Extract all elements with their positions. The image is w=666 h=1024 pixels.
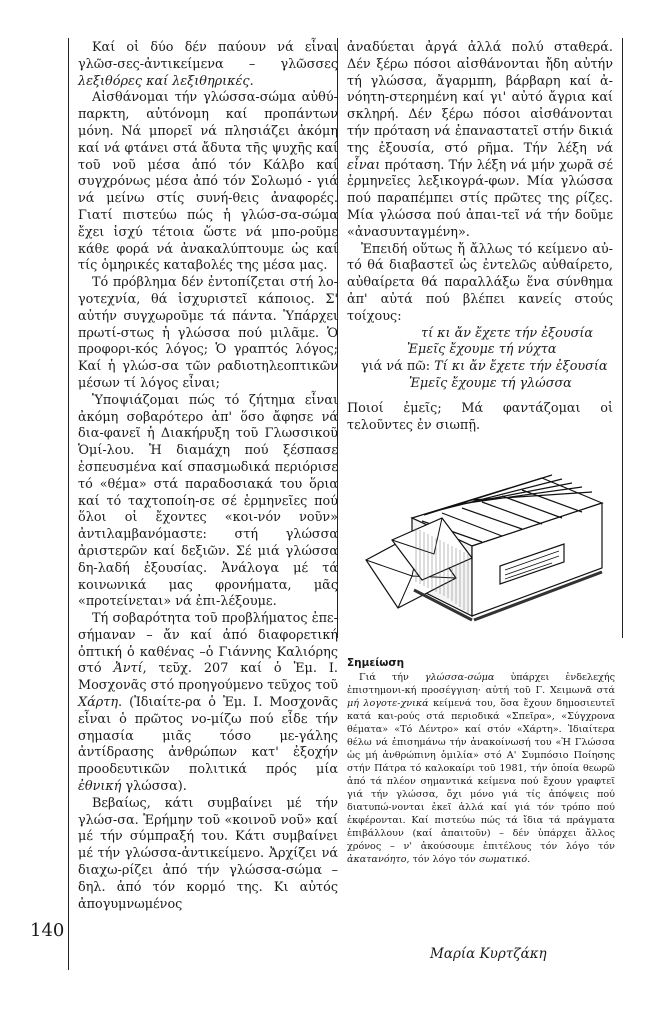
paragraph: Καί οἱ δύο δέν παύουν νά εἶναι γλῶσ-σες-ἀντικείμενα – γλῶσσες λεξιθόρες καί λεξιθηρικές.: [78, 40, 338, 89]
slogan-line: Ἐμεῖς ἔχουμε τή νύχτα: [407, 342, 557, 358]
paragraph: Βεβαίως, κάτι συμβαίνει μέ τήν γλώσ-σα. Ἐρήμην τοῦ «κοινοῦ νοῦ» καί μέ τήν σύμπραξή του. Κάτι συμβαίνει μέ τήν γλώσσα-ἀντικείμενο. Ἀρχίζει νά διαχω-ρίζει ἀπό τήν γλώσσα-σώμα – δηλ. ἀπό τόν κορμό της. Κι αὐτός ἀπογυμνωμένος: [78, 795, 338, 912]
slogan-line: γιά νά πῶ: Τί κι ἄν ἔχετε τήν ἐξουσία: [361, 359, 608, 375]
letter-box-illustration-icon: [352, 458, 607, 648]
right-margin-rule: [622, 38, 623, 638]
slogan-line: τί κι ἄν ἔχετε τήν ἐξουσία: [421, 325, 594, 341]
paragraph: Αἰσθάνομαι τήν γλώσσα-σώμα αὐθύ-παρκτη, αὐτόνομη καί προπάντων μόνη. Νά μπορεῖ νά πλησιάζει ἀκόμη καί νά φτάνει στά ἄδυτα τῆς ψυχῆς καί τοῦ νοῦ μέσα ἀπό τόν Κάλβο καί συγχρόνως μέσα ἀπό τόν Σολωμό - γιά νά μείνω στίς συνή-θεις ἀναφορές. Γιατί πιστεύω πώς ἡ γλώσ-σα-σώμα ἔχει ἰσχύ τέτοια ὥστε νά μπο-ροῦμε κάθε φορά νά ἀνακαλύπτουμε ὡς καί τίς ὁμηρικές καταβολές της μέσα μας.: [78, 90, 338, 274]
footnote-body: Γιά τήν γλώσσα-σώμα ὑπάρχει ἐνδελεχής ἐπιστημονι-κή προσέγγιση· αὐτή τοῦ Γ. Χειμωνᾶ στά μή λογοτε-χνικά κείμενά του, ὅσα ἔχουν δημοσιευτεῖ κατά και-ρούς στά περιοδικά «Σπεῖρα», «Σύγχρονα θέματα» «Τό Δέντρο» καί στόν «Χάρτη». Ἰδιαίτερα θέλω νά ἐπισημάνω τήν ἀνακοίνωσή του «Ἡ Γλώσσα ὡς μή ἀνθρώπινη ὁμιλία» στό Α' Συμπόσιο Ποίησης στήν Πάτρα τό καλοκαίρι τοῦ 1981, τήν ὁποία θεωρῶ ἀπό τά πλέον σημαντικά κείμενα πού ἔχουν γραφτεῖ γιά τήν γλώσσα, ὄχι μόνο γιά τίς ἀπόψεις πού διατυπώ-νονται ἐκεῖ ἀλλά καί γιά τόν τρόπο πού ἐκφέρονται. Καί πιστεύω πώς τά ἴδια τά πράγματα ἐπιβάλλουν (καί ἀπαιτοῦν) – δέν ὑπάρχει ἄλλος χρόνος – ν' ἀκούσουμε ἐπιτέλους τόν λόγο τόν ἀκατανόητο, τόν λόγο τόν σωματικό.: [347, 672, 615, 865]
right-column: [347, 40, 613, 434]
author-signature: Μαρία Κυρτζάκη: [430, 946, 547, 962]
paragraph: ἀναδύεται ἀργά ἀλλά πολύ σταθερά. Δέν ξέρω πόσοι αἰσθάνονται ἤδη αὐτήν τή γλώσσα, ἄγαρμπη, βάρβαρη καί ἀ-νόητη-στερημένη καί γι' αὐτό ἄγρια καί σκληρή. Δέν ξέρω πόσοι αἰσθάνονται τήν πρόταση νά ἐπαναστατεῖ στήν δικιά της ἐξουσία, στό ρῆμα. Τήν λέξη νά εἶναι πρόταση. Τήν λέξη νά μήν χωρᾶ σέ ἑρμηνεῖες λεξικογρά-φων. Μία γλώσσα πού παραπέμπει στίς πρῶτες της ρίζες. Μία γλώσσα πού ἀπαι-τεῖ νά τήν δοῦμε «ἀνασυνταγμένη».: [347, 40, 613, 240]
footnote-title: Σημείωση: [347, 657, 405, 669]
letter-box-illustration: [352, 458, 607, 648]
paragraph: Ὑποψιάζομαι πώς τό ζήτημα εἶναι ἀκόμη σοβαρότερο ἀπ' ὅσο ἄφησε νά δια-φανεῖ ἡ Διακήρυξη τοῦ Γλωσσικοῦ Ὁμί-λου. Ἡ διαμάχη πού ξέσπασε ἐσπευσμένα καί σπασμωδικά περιόρισε τό «θέμα» στά παραδοσιακά του ὅρια καί τό ταχτοποίη-σε σέ ἑρμηνεῖες πού ὅλοι οἱ ἔχοντες «κοι-νόν νοῦν» ἀντιλαμβανόμαστε: στή γλώσσα ἀριστερῶν καί δεξιῶν. Σέ μιά γλώσσα δη-λαδή ἐξουσίας. Ἀνάλογα μέ τά κοινωνικά μας φρονήματα, μᾶς «προτείνεται» νά ἐπι-λέξουμε.: [78, 392, 338, 610]
left-column: [78, 40, 338, 913]
paragraph: Ἐπειδή οὕτως ἤ ἄλλως τό κείμενο αὐ-τό θά διαβαστεῖ ὡς ἐντελῶς αὐθαίρετο, αὐθαίρετα θά παραλλάξω ἕνα σύνθημα ἀπ' αὐτά πού βλέπει κανείς στούς τοίχους:: [347, 241, 613, 324]
page-number: 140: [30, 920, 65, 941]
paragraph: Τό πρόβλημα δέν ἐντοπίζεται στή λο-γοτεχνία, θά ἰσχυριστεῖ κάποιος. Σ' αὐτήν συγχωροῦμε τά πάντα. Ὑπάρχει πρωτί-στως ἡ γλώσσα πού μιλᾶμε. Ὁ προφορι-κός λόγος; Ὁ γραπτός λόγος; Καί ἡ γλώσ-σα τῶν ραδιοτηλεοπτικῶν μέσων τί λόγος εἶναι;: [78, 275, 338, 391]
footnote-section: [347, 657, 615, 866]
paragraph: Ποιοί ἐμεῖς; Μά φαντάζομαι οἱ τελοῦντες ἐν σιωπῇ.: [347, 400, 613, 433]
left-margin-rule: [68, 38, 69, 970]
paragraph: Τή σοβαρότητα τοῦ προβλήματος ἐπε-σήμαναν – ἄν καί ἀπό διαφορετική ὀπτική ὁ καθένας –ὁ Γιάννης Καλιόρης στό Ἀντί, τεῦχ. 207 καί ὁ Ἐμ. Ι. Μοσχονᾶς στό προηγούμενο τεῦχος τοῦ Χάρτη. (Ἰδιαίτε-ρα ὁ Ἐμ. Ι. Μοσχονᾶς εἶναι ὁ πρῶτος νο-μίζω πού εἶδε τήν σημασία μιᾶς τόσο με-γάλης ἀντίδρασης ἀνθρώπων κατ' ἐξοχήν προοδευτικῶν πολιτικά πρός μία ἐθνική γλώσσα).: [78, 611, 338, 795]
slogan-line: Ἐμεῖς ἔχουμε τή γλώσσα: [409, 375, 572, 391]
